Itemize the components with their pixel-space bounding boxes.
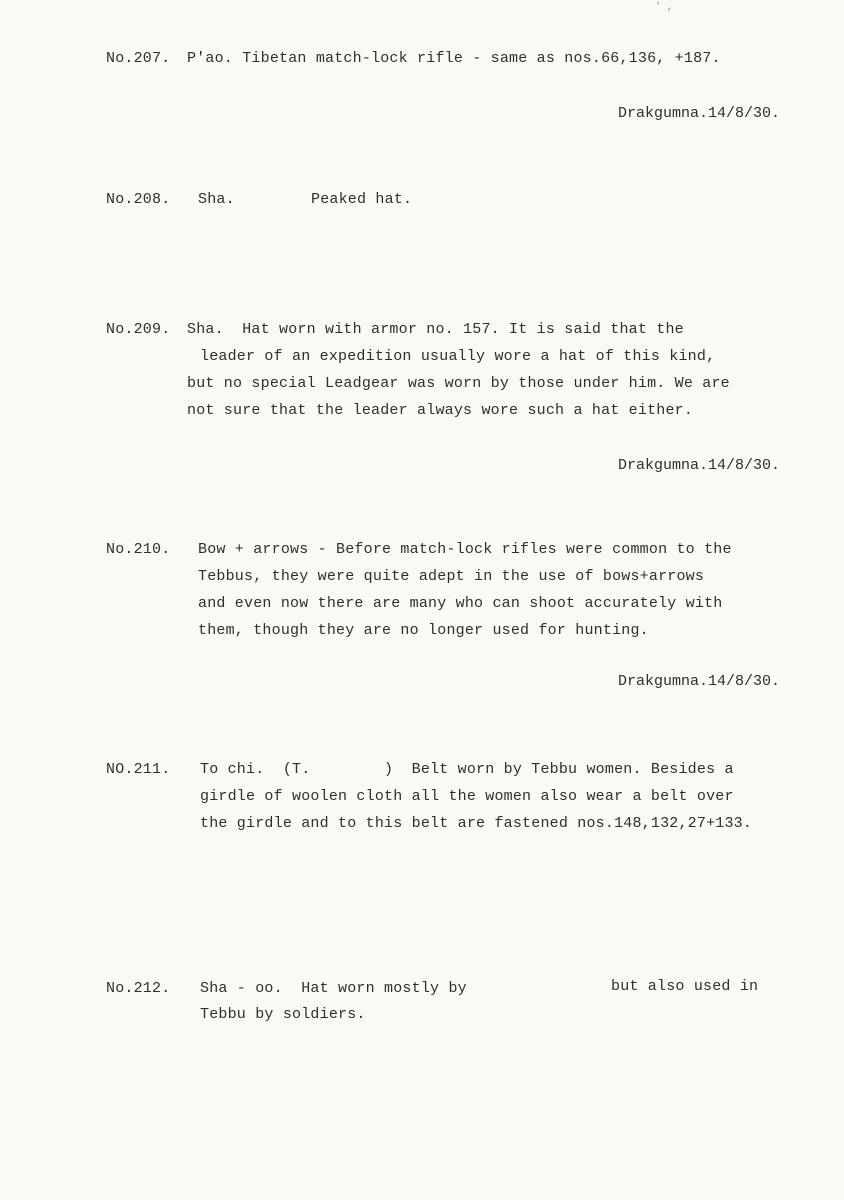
entry-number: No.207. — [106, 50, 171, 67]
entry-number: No.210. — [106, 541, 171, 558]
entry-text-line: P'ao. Tibetan match-lock rifle - same as nos.66,136, +187. — [187, 50, 721, 67]
entry-number: No.212. — [106, 980, 171, 997]
entry-text-line: To chi. (T. ) Belt worn by Tebbu women. Besides a — [200, 761, 734, 778]
entry-text-line: Sha. Hat worn with armor no. 157. It is said that the — [187, 321, 684, 338]
entry-text-line: and even now there are many who can shoot accurately with — [198, 595, 723, 612]
entry-number: NO.211. — [106, 761, 171, 778]
entry-text-line: Tebbu by soldiers. — [200, 1006, 366, 1023]
entry-aside: but also used in — [611, 978, 759, 995]
entry-number: No.208. — [106, 191, 171, 208]
entry-text-line: leader of an expedition usually wore a hat of this kind, — [200, 348, 716, 365]
entry-text-line: but no special Leadgear was worn by those under him. We are — [187, 375, 730, 392]
entry-number: No.209. — [106, 321, 171, 338]
page-mark: ' , — [655, 2, 674, 13]
entry-text-line: not sure that the leader always wore such a hat either. — [187, 402, 694, 419]
entry-text-line: them, though they are no longer used for hunting. — [198, 622, 649, 639]
entry-place-date: Drakgumna.14/8/30. — [617, 457, 780, 474]
entry-text-line: the girdle and to this belt are fastened nos.148,132,27+133. — [200, 815, 753, 832]
entry-text-line: Bow + arrows - Before match-lock rifles were common to the — [198, 541, 732, 558]
entry-text-line: girdle of woolen cloth all the women also wear a belt over — [200, 788, 734, 805]
entry-text-line: Sha - oo. Hat worn mostly by — [200, 980, 467, 997]
entry-description: Peaked hat. — [311, 191, 413, 208]
entry-place-date: Drakgumna.14/8/30. — [617, 105, 780, 122]
entry-title: Sha. — [198, 191, 235, 208]
entry-text-line: Tebbus, they were quite adept in the use of bows+arrows — [198, 568, 705, 585]
entry-place-date: Drakgumna.14/8/30. — [617, 673, 780, 690]
